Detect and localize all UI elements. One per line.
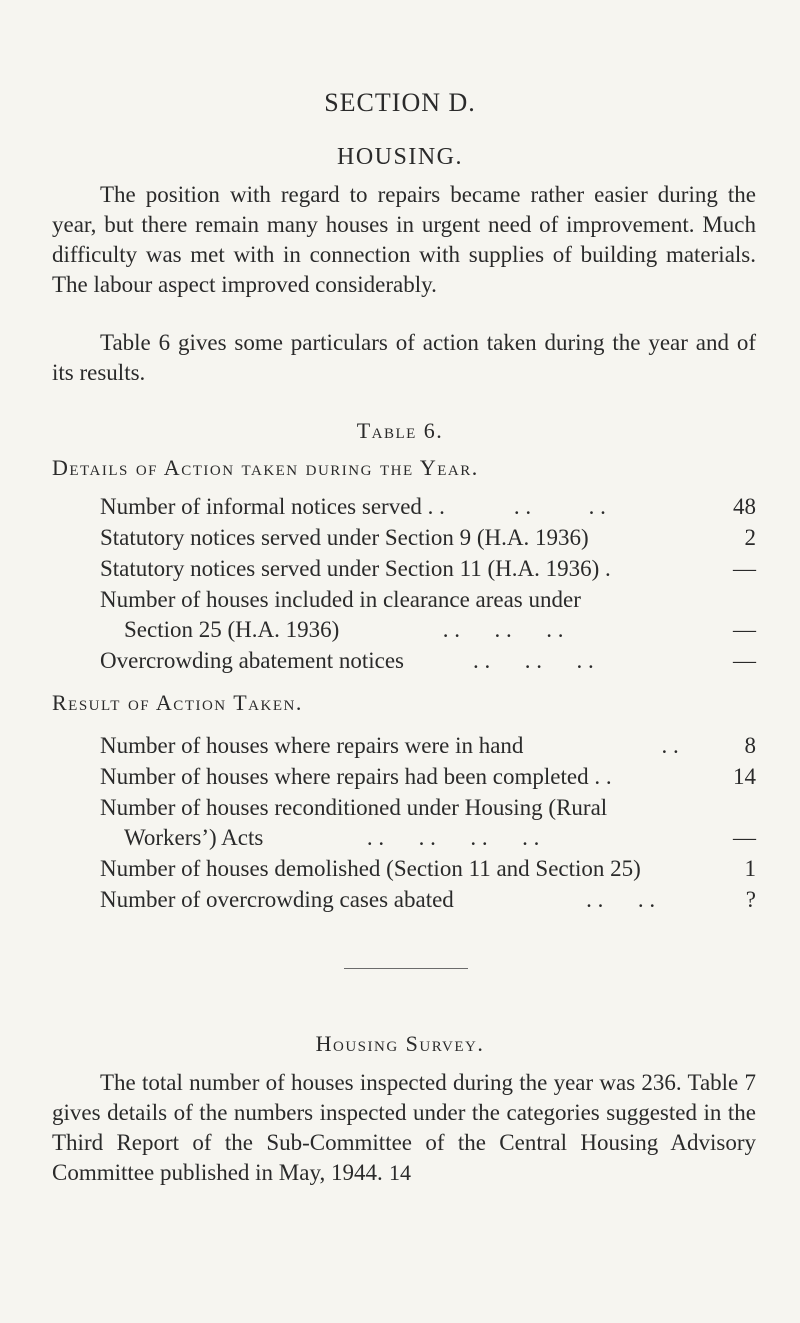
row-value: — xyxy=(733,825,756,850)
result-row xyxy=(100,885,756,915)
page-number: 14 xyxy=(389,1160,411,1185)
details-row xyxy=(100,492,756,522)
result-row xyxy=(100,762,756,792)
row-value: 48 xyxy=(733,494,756,519)
section-heading: SECTION D. xyxy=(324,88,476,117)
row-label: Statutory notices served under Section 11 (H.A. 1936) . xyxy=(100,556,611,581)
row-value: 1 xyxy=(744,856,756,881)
row-leaders: . . xyxy=(513,494,532,519)
row-value: — xyxy=(733,648,756,673)
details-row xyxy=(100,523,756,553)
details-row xyxy=(100,554,756,584)
row-continuation: Workers’) Acts xyxy=(124,825,264,850)
row-value: — xyxy=(733,556,756,581)
row-label: Number of houses included in clearance areas under xyxy=(100,587,581,612)
row-value: 2 xyxy=(744,525,756,550)
row-label: Number of informal notices served . . xyxy=(100,494,445,519)
result-row xyxy=(100,731,756,761)
row-label: Overcrowding abatement notices xyxy=(100,648,404,673)
result-row xyxy=(100,793,756,853)
row-value: — xyxy=(733,617,756,642)
row-label: Statutory notices served under Section 9 (H.A. 1936) xyxy=(100,525,589,550)
details-heading: Details of Action taken during the Year. xyxy=(52,455,479,480)
result-heading: Result of Action Taken. xyxy=(52,690,303,715)
row-label: Number of houses reconditioned under Housing (Rural xyxy=(100,795,608,820)
table-title: Table 6. xyxy=(356,418,444,443)
row-label: Number of houses where repairs were in hand xyxy=(100,733,524,758)
row-label: Number of houses demolished (Section 11 and Section 25) xyxy=(100,856,641,881)
details-row xyxy=(100,585,756,645)
details-list xyxy=(100,492,756,677)
row-value: ? xyxy=(745,887,756,912)
row-leaders: . . . . xyxy=(586,887,656,912)
row-leaders: . . . . . . xyxy=(473,648,594,673)
row-label: Number of houses where repairs had been completed . . xyxy=(100,764,612,789)
details-row xyxy=(100,646,756,676)
row-value: 8 xyxy=(744,733,756,758)
result-row xyxy=(100,854,756,884)
table-intro-paragraph: Table 6 gives some particulars of action taken during the year and of its results. xyxy=(52,330,756,385)
sub-heading: HOUSING. xyxy=(337,144,463,170)
divider-rule xyxy=(344,968,468,969)
row-value: 14 xyxy=(733,764,756,789)
row-leaders: . . xyxy=(661,733,679,758)
survey-paragraph: The total number of houses inspected during the year was 236. Table 7 gives details of the numbers inspected under the categories suggested in the Third Report of the Sub-Committee of the Central Housing Advisory Committee published in May, 1944. xyxy=(52,1070,756,1185)
row-leaders: . . . . . . . . xyxy=(366,825,540,850)
row-leaders: . . xyxy=(588,494,606,519)
survey-heading: Housing Survey. xyxy=(315,1031,485,1056)
row-continuation: Section 25 (H.A. 1936) xyxy=(124,617,340,642)
row-leaders: . . . . . . xyxy=(442,617,564,642)
result-list xyxy=(100,731,756,916)
row-label: Number of overcrowding cases abated xyxy=(100,887,454,912)
intro-paragraph: The position with regard to repairs became rather easier during the year, but there remain many houses in urgent need of improvement. Much difficulty was met with in connection with supplies of building materials. The labour aspect improved considerably. xyxy=(52,182,756,297)
